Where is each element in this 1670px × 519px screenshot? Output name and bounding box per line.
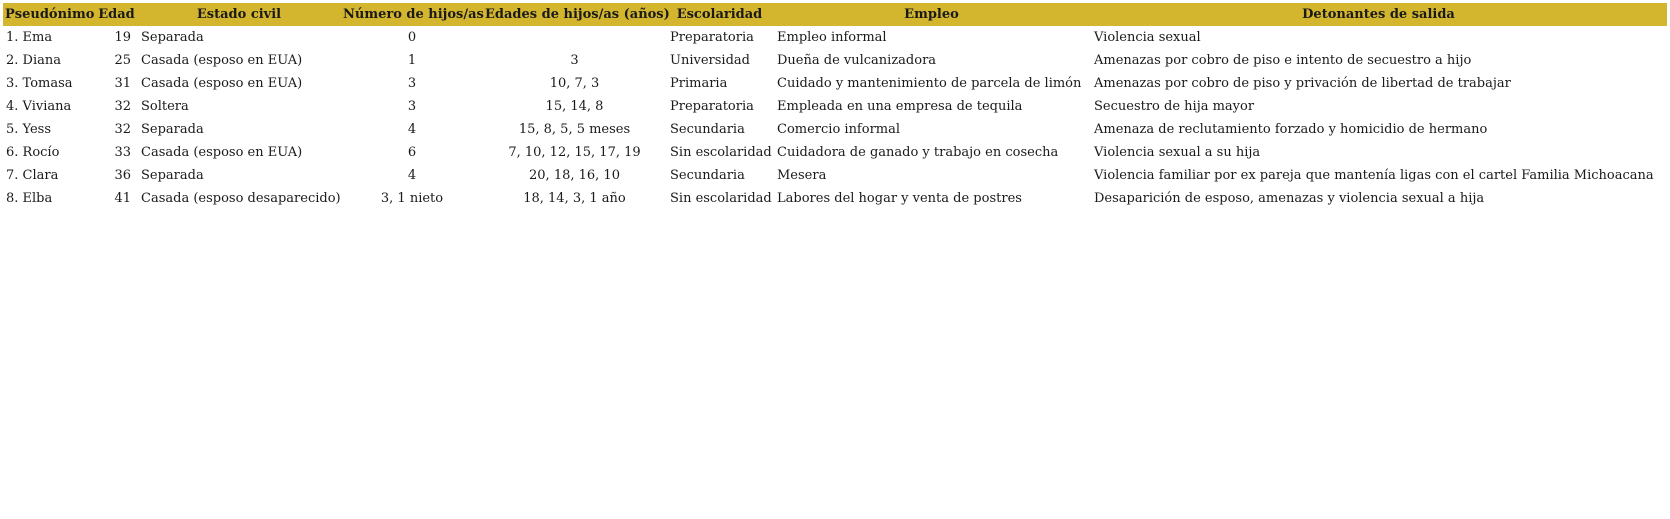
cell-pseudonimo: 4. Viviana	[6, 99, 72, 114]
cell-edad: 25	[114, 53, 131, 68]
header-empleo: Empleo	[773, 3, 1090, 26]
cell-empleo: Dueña de vulcanizadora	[777, 53, 937, 68]
cell-pseudonimo: 6. Rocío	[6, 145, 60, 160]
cell-detonantes: Secuestro de hija mayor	[1094, 99, 1255, 114]
cell-estado-civil: Soltera	[141, 99, 189, 114]
cell-empleo: Empleada en una empresa de tequila	[777, 99, 1023, 114]
cell-numero-hijos: 4	[407, 168, 417, 183]
cell-edades-hijos: 18, 14, 3, 1 año	[523, 191, 626, 206]
cell-escolaridad: Preparatoria	[670, 30, 754, 45]
cell-escolaridad: Universidad	[670, 53, 750, 68]
cell-empleo: Comercio informal	[777, 122, 901, 137]
cell-empleo: Empleo informal	[777, 30, 887, 45]
table-row	[3, 49, 1667, 72]
cell-numero-hijos: 3	[407, 76, 417, 91]
cell-edades-hijos: 15, 14, 8	[545, 99, 604, 114]
cell-pseudonimo: 3. Tomasa	[6, 76, 73, 91]
cell-escolaridad: Sin escolaridad	[670, 191, 772, 206]
table-row	[3, 141, 1667, 164]
page	[3, 3, 1667, 210]
cell-detonantes: Amenazas por cobro de piso e intento de secuestro a hijo	[1094, 53, 1472, 68]
cell-detonantes: Amenazas por cobro de piso y privación de libertad de trabajar	[1094, 76, 1511, 91]
cell-empleo: Labores del hogar y venta de postres	[777, 191, 1022, 206]
cell-estado-civil: Separada	[141, 168, 204, 183]
cell-empleo: Mesera	[777, 168, 827, 183]
cell-edades-hijos	[483, 26, 666, 49]
cell-numero-hijos: 3, 1 nieto	[380, 191, 444, 206]
cell-escolaridad: Preparatoria	[670, 99, 754, 114]
cell-detonantes: Violencia familiar por ex pareja que mantenía ligas con el cartel Familia Michoacana	[1094, 168, 1654, 183]
cell-estado-civil: Casada (esposo en EUA)	[141, 76, 303, 91]
table-row	[3, 26, 1667, 49]
cell-pseudonimo: 5. Yess	[6, 122, 52, 137]
cell-estado-civil: Casada (esposo en EUA)	[141, 53, 303, 68]
cell-estado-civil: Casada (esposo en EUA)	[141, 145, 303, 160]
cell-edad: 33	[114, 145, 131, 160]
table-row	[3, 187, 1667, 210]
cell-empleo: Cuidado y mantenimiento de parcela de limón	[777, 76, 1082, 91]
cell-edad: 19	[114, 30, 131, 45]
header-escolaridad: Escolaridad	[666, 3, 773, 26]
cell-escolaridad: Secundaria	[670, 168, 745, 183]
header-pseudonimo: Pseudónimo	[3, 3, 96, 26]
cell-pseudonimo: 8. Elba	[6, 191, 53, 206]
cell-edades-hijos: 10, 7, 3	[549, 76, 600, 91]
cell-pseudonimo: 7. Clara	[6, 168, 59, 183]
cell-estado-civil: Separada	[141, 30, 204, 45]
cell-edad: 41	[114, 191, 131, 206]
cell-detonantes: Violencia sexual a su hija	[1094, 145, 1261, 160]
cell-pseudonimo: 1. Ema	[6, 30, 53, 45]
cell-edad: 32	[114, 99, 131, 114]
cell-edad: 36	[114, 168, 131, 183]
cell-numero-hijos: 4	[407, 122, 417, 137]
cell-numero-hijos: 1	[407, 53, 417, 68]
cell-pseudonimo: 2. Diana	[6, 53, 61, 68]
cell-empleo: Cuidadora de ganado y trabajo en cosecha	[777, 145, 1059, 160]
table-row	[3, 95, 1667, 118]
cell-escolaridad: Primaria	[670, 76, 728, 91]
cell-edades-hijos: 15, 8, 5, 5 meses	[518, 122, 631, 137]
cell-escolaridad: Sin escolaridad	[670, 145, 772, 160]
cell-edades-hijos: 3	[570, 53, 579, 68]
header-detonantes: Detonantes de salida	[1090, 3, 1667, 26]
table-body	[3, 26, 1667, 210]
table-row	[3, 72, 1667, 95]
cell-edad: 32	[114, 122, 131, 137]
header-estado-civil: Estado civil	[137, 3, 341, 26]
cell-estado-civil: Casada (esposo desaparecido)	[141, 191, 341, 206]
cell-edad: 31	[114, 76, 131, 91]
header-edad: Edad	[96, 3, 137, 26]
cell-escolaridad: Secundaria	[670, 122, 745, 137]
cell-detonantes: Amenaza de reclutamiento forzado y homicidio de hermano	[1094, 122, 1488, 137]
cell-edades-hijos: 20, 18, 16, 10	[529, 168, 620, 183]
header-numero-hijos: Número de hijos/as	[341, 3, 483, 26]
header-edades-hijos: Edades de hijos/as (años)	[483, 3, 666, 26]
table-row	[3, 164, 1667, 187]
cell-numero-hijos: 6	[407, 145, 417, 160]
table-row	[3, 118, 1667, 141]
cell-detonantes: Violencia sexual	[1094, 30, 1201, 45]
table-header-row	[3, 3, 1667, 26]
cell-numero-hijos: 3	[407, 99, 417, 114]
participants-table	[3, 3, 1667, 210]
cell-estado-civil: Separada	[141, 122, 204, 137]
cell-edades-hijos: 7, 10, 12, 15, 17, 19	[508, 145, 641, 160]
cell-detonantes: Desaparición de esposo, amenazas y violencia sexual a hija	[1094, 191, 1485, 206]
cell-numero-hijos: 0	[407, 30, 417, 45]
